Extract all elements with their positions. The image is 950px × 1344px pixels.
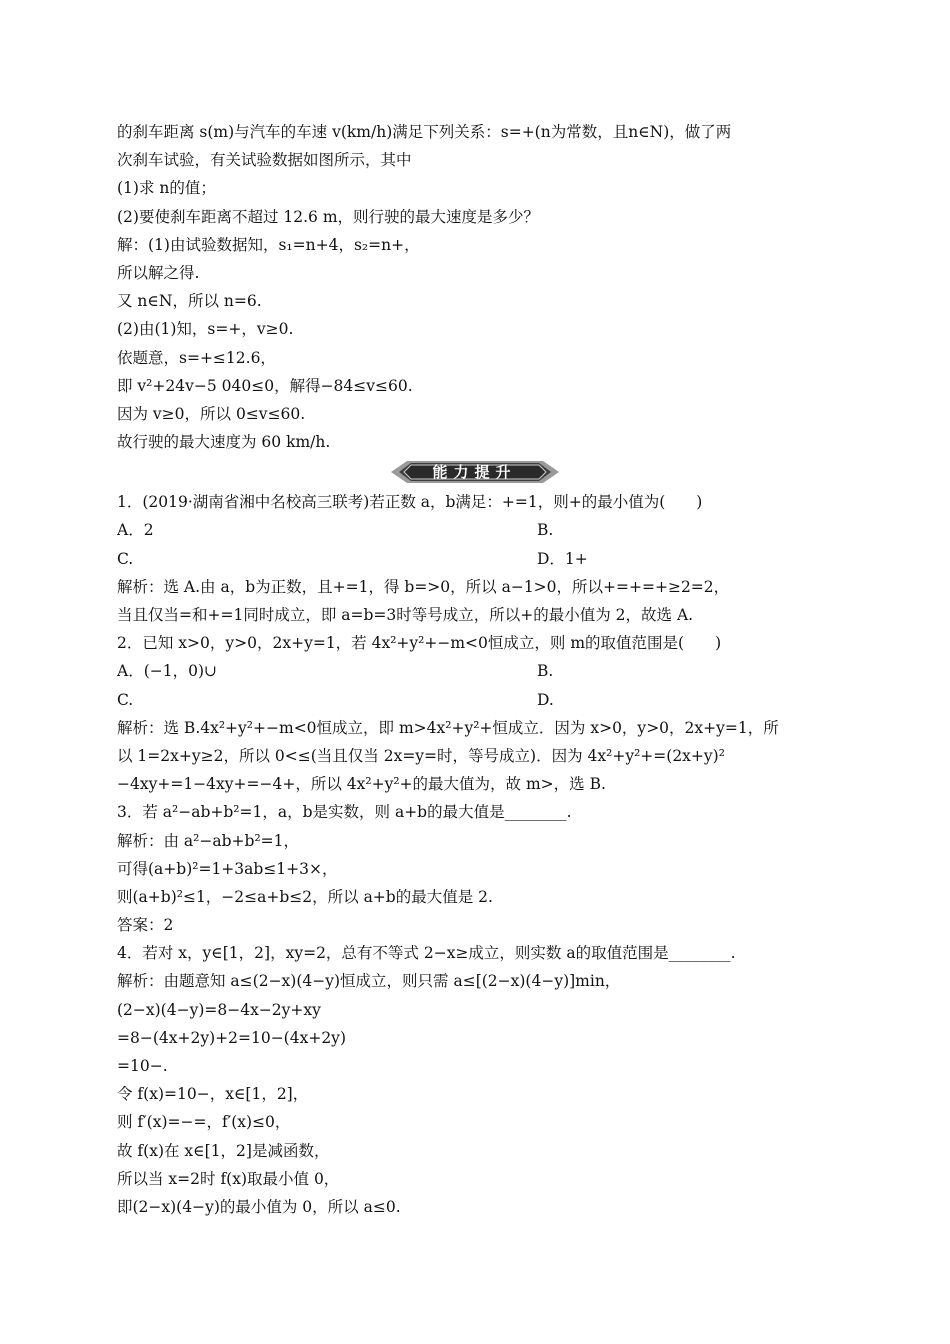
- question-2-options-row: [117, 657, 832, 685]
- intro-line: 所以解之得.: [117, 263, 200, 282]
- question-3-solution-line: 可得(a+b)²=1+3ab≤1+3×，: [117, 859, 338, 878]
- question-2-solution-line: −4xy+=1−4xy+=−4+，所以 4x²+y²+的最大值为，故 m>，选 B.: [117, 775, 606, 794]
- question-2-options-row: [117, 686, 832, 714]
- question-2-solution-line: 以 1=2x+y≥2，所以 0<≤(当且仅当 2x=y=时，等号成立)．因为 4x²+y²+=(2x+y)²: [117, 746, 725, 765]
- intro-line: (1)求 n的值；: [117, 179, 216, 198]
- question-4-solution-line: 令 f(x)=10−，x∈[1，2]，: [117, 1085, 309, 1104]
- question-4-solution-line: 故 f(x)在 x∈[1，2]是减函数，: [117, 1141, 330, 1160]
- question-4-solution-line: =10−.: [117, 1057, 168, 1075]
- option-b: B.: [537, 662, 554, 681]
- option-c: C.: [117, 549, 134, 568]
- option-c: C.: [117, 690, 134, 709]
- question-2-stem: 2．已知 x>0，y>0，2x+y=1，若 4x²+y²+−m<0恒成立，则 m的取值范围是( ): [117, 634, 722, 653]
- section-banner-title: 能力提升: [432, 463, 517, 482]
- question-3-answer: 答案：2: [117, 916, 174, 935]
- intro-line: 故行驶的最大速度为 60 km/h.: [117, 433, 331, 452]
- intro-line: 又 n∈N，所以 n=6.: [117, 292, 262, 311]
- question-1-solution-line: 解析：选 A.由 a，b为正数，且+=1，得 b=>0，所以 a−1>0，所以+=+=+≥2=2，: [117, 577, 730, 596]
- question-4-stem: 4．若对 x，y∈[1，2]，xy=2，总有不等式 2−x≥成立，则实数 a的取值范围是________.: [117, 944, 736, 963]
- question-1-solution-line: 当且仅当=和+=1同时成立，即 a=b=3时等号成立，所以+的最小值为 2，故选 A.: [117, 606, 694, 624]
- intro-line: 即 v²+24v−5 040≤0，解得−84≤v≤60.: [117, 376, 413, 395]
- question-4-solution-line: 解析：由题意知 a≤(2−x)(4−y)恒成立，则只需 a≤[(2−x)(4−y)]min，: [117, 972, 621, 991]
- question-4-solution-line: 所以当 x=2时 f(x)取最小值 0，: [117, 1169, 340, 1188]
- question-4-solution-line: 即(2−x)(4−y)的最小值为 0，所以 a≤0.: [117, 1197, 401, 1216]
- section-banner-wrap: [117, 456, 832, 488]
- question-4-solution-line: 则 f′(x)=−=，f′(x)≤0，: [117, 1113, 291, 1132]
- option-a: A．2: [117, 521, 154, 540]
- question-4-solution-line: (2−x)(4−y)=8−4x−2y+xy: [117, 1000, 321, 1019]
- intro-line: (2)要使刹车距离不超过 12.6 m，则行驶的最大速度是多少？: [117, 207, 540, 226]
- question-2-solution-line: 解析：选 B.4x²+y²+−m<0恒成立，即 m>4x²+y²+恒成立．因为 x>0，y>0，2x+y=1，所: [117, 718, 779, 737]
- document-body: [117, 118, 832, 1221]
- question-1-stem: 1．(2019·湖南省湘中名校高三联考)若正数 a，b满足：+=1，则+的最小值为( ): [117, 493, 703, 512]
- intro-line: 因为 v≥0，所以 0≤v≤60.: [117, 404, 306, 423]
- option-d: D．1+: [537, 549, 588, 568]
- intro-line: 依题意，s=+≤12.6，: [117, 348, 276, 367]
- intro-line: 的刹车距离 s(m)与汽车的车速 v(km/h)满足下列关系：s=+(n为常数，且n∈N)，做了两: [117, 123, 732, 141]
- option-b: B.: [537, 521, 554, 540]
- option-a: A．(−1，0)∪: [117, 662, 217, 681]
- question-3-stem: 3．若 a²−ab+b²=1，a，b是实数，则 a+b的最大值是________.: [117, 803, 572, 822]
- question-3-solution-line: 则(a+b)²≤1，−2≤a+b≤2，所以 a+b的最大值是 2.: [117, 887, 493, 906]
- option-d: D.: [537, 690, 554, 709]
- intro-line: 次刹车试验，有关试验数据如图所示，其中: [117, 151, 412, 170]
- section-banner: [391, 459, 559, 485]
- intro-line: 解：(1)由试验数据知，s₁=n+4，s₂=n+，: [117, 235, 420, 254]
- question-1-options-row: [117, 545, 832, 573]
- intro-line: (2)由(1)知，s=+，v≥0.: [117, 320, 294, 339]
- question-4-solution-line: =8−(4x+2y)+2=10−(4x+2y): [117, 1028, 346, 1047]
- question-1-options-row: [117, 516, 832, 544]
- question-3-solution-line: 解析：由 a²−ab+b²=1，: [117, 831, 300, 850]
